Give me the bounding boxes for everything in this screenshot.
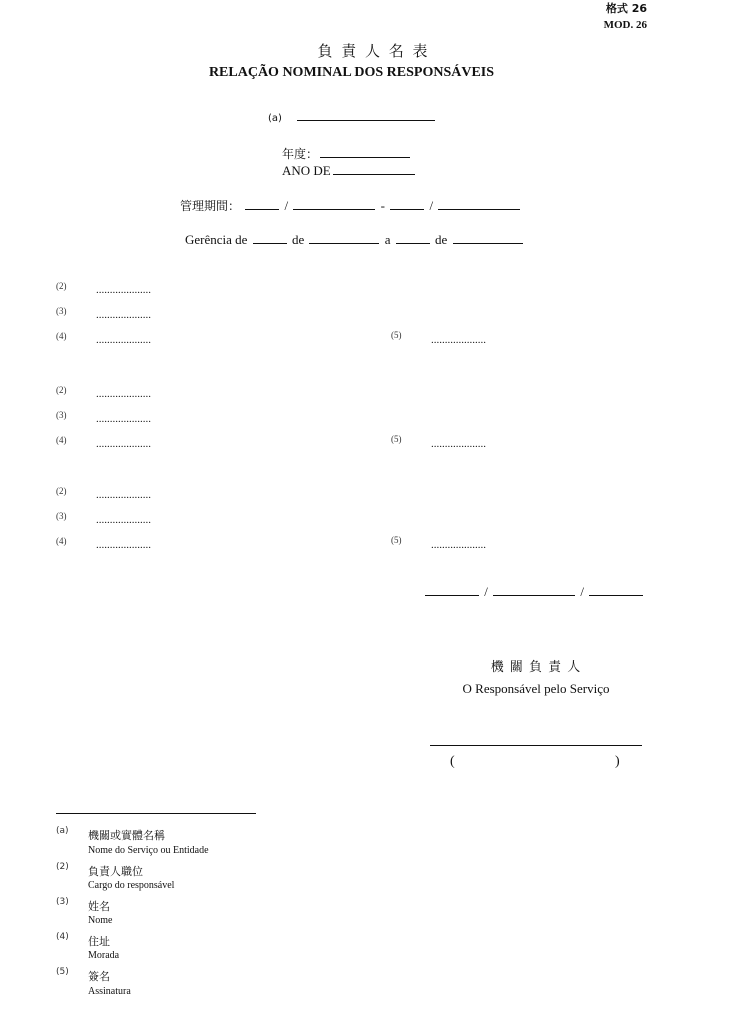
morada-marker: (4) (56, 331, 67, 341)
footnotes-divider (56, 813, 256, 814)
year-line-zh (320, 145, 410, 158)
assinatura-dots: .................... (431, 334, 486, 346)
period-line-3 (390, 197, 424, 210)
name-paren-close: ) (615, 754, 620, 769)
footnote-zh: 負責人職位 (88, 865, 143, 878)
nome-marker: (3) (56, 410, 67, 420)
cargo-dots: .................... (96, 489, 151, 501)
year-label-pt: ANO DE (282, 163, 331, 178)
entity-line (297, 108, 435, 121)
footnote-pt: Cargo do responsável (88, 880, 175, 891)
nome-marker: (3) (56, 511, 67, 521)
footnote-marker: (4) (56, 932, 69, 942)
footnote-marker: (2) (56, 862, 69, 872)
year-field-pt (282, 162, 417, 179)
year-field-zh (282, 145, 412, 162)
name-paren-open: ( (450, 754, 455, 769)
gerencia-de-2: de (435, 232, 448, 247)
assinatura-marker: (5) (391, 434, 402, 444)
assinatura-dots: .................... (431, 539, 486, 551)
gerencia-de-1: de (291, 232, 305, 247)
assinatura-marker: (5) (391, 535, 402, 545)
cargo-marker: (2) (56, 486, 67, 496)
form-code-pt: MOD. 26 (603, 19, 647, 31)
period-line-4 (438, 197, 520, 210)
gerencia-line-2 (309, 231, 379, 244)
nome-dots: .................... (96, 413, 151, 425)
cargo-marker: (2) (56, 281, 67, 291)
period-field-zh (180, 197, 522, 214)
gerencia-a: a (384, 232, 391, 247)
year-line-pt (333, 162, 415, 175)
date-slash-2: / (580, 584, 584, 599)
assinatura-dots: .................... (431, 438, 486, 450)
form-code-zh: 格式 26 (605, 2, 647, 15)
period-field-pt (185, 231, 525, 248)
morada-dots: .................... (96, 438, 151, 450)
footnote-pt: Nome do Serviço ou Entidade (88, 845, 209, 856)
period-line-1 (245, 197, 279, 210)
signature-line (430, 745, 642, 746)
morada-dots: .................... (96, 539, 151, 551)
signatory-title-zh: 機 關 負 責 人 (490, 660, 582, 675)
footnote-zh: 簽名 (88, 970, 110, 983)
footnote-marker: (5) (56, 967, 69, 977)
morada-marker: (4) (56, 435, 67, 445)
period-dash: - (380, 198, 385, 213)
gerencia-line-4 (453, 231, 523, 244)
period-slash-1: / (284, 198, 289, 213)
nome-dots: .................... (96, 514, 151, 526)
cargo-dots: .................... (96, 284, 151, 296)
nome-dots: .................... (96, 309, 151, 321)
footnote-zh: 機關或實體名稱 (88, 829, 165, 842)
footnote-marker: (3) (56, 897, 69, 907)
period-slash-2: / (429, 198, 434, 213)
assinatura-marker: (5) (391, 330, 402, 340)
period-line-2 (293, 197, 375, 210)
page-title-zh: 負 責 人 名 表 (317, 42, 430, 60)
signatory-title-pt: O Responsável pelo Serviço (462, 681, 610, 696)
gerencia-label: Gerência de (185, 232, 248, 247)
cargo-marker: (2) (56, 385, 67, 395)
entity-field (268, 108, 437, 124)
page-title-pt: RELAÇÃO NOMINAL DOS RESPONSÁVEIS (208, 65, 495, 80)
year-label-zh: 年度： (282, 147, 319, 161)
morada-dots: .................... (96, 334, 151, 346)
footnote-zh: 姓名 (88, 900, 110, 913)
footnote-pt: Morada (88, 950, 120, 961)
gerencia-line-1 (253, 231, 287, 244)
gerencia-line-3 (396, 231, 430, 244)
date-month-line (493, 583, 575, 596)
footnote-marker: (a) (56, 826, 69, 836)
date-day-line (425, 583, 479, 596)
date-year-line (589, 583, 643, 596)
morada-marker: (4) (56, 536, 67, 546)
date-slash-1: / (484, 584, 488, 599)
signature-date (423, 583, 645, 600)
footnote-pt: Nome (88, 915, 113, 926)
footnote-pt: Assinatura (88, 986, 131, 997)
footnote-zh: 住址 (88, 935, 110, 948)
period-label-zh: 管理期間： (180, 199, 241, 213)
cargo-dots: .................... (96, 388, 151, 400)
entity-marker: (a) (268, 113, 282, 124)
nome-marker: (3) (56, 306, 67, 316)
